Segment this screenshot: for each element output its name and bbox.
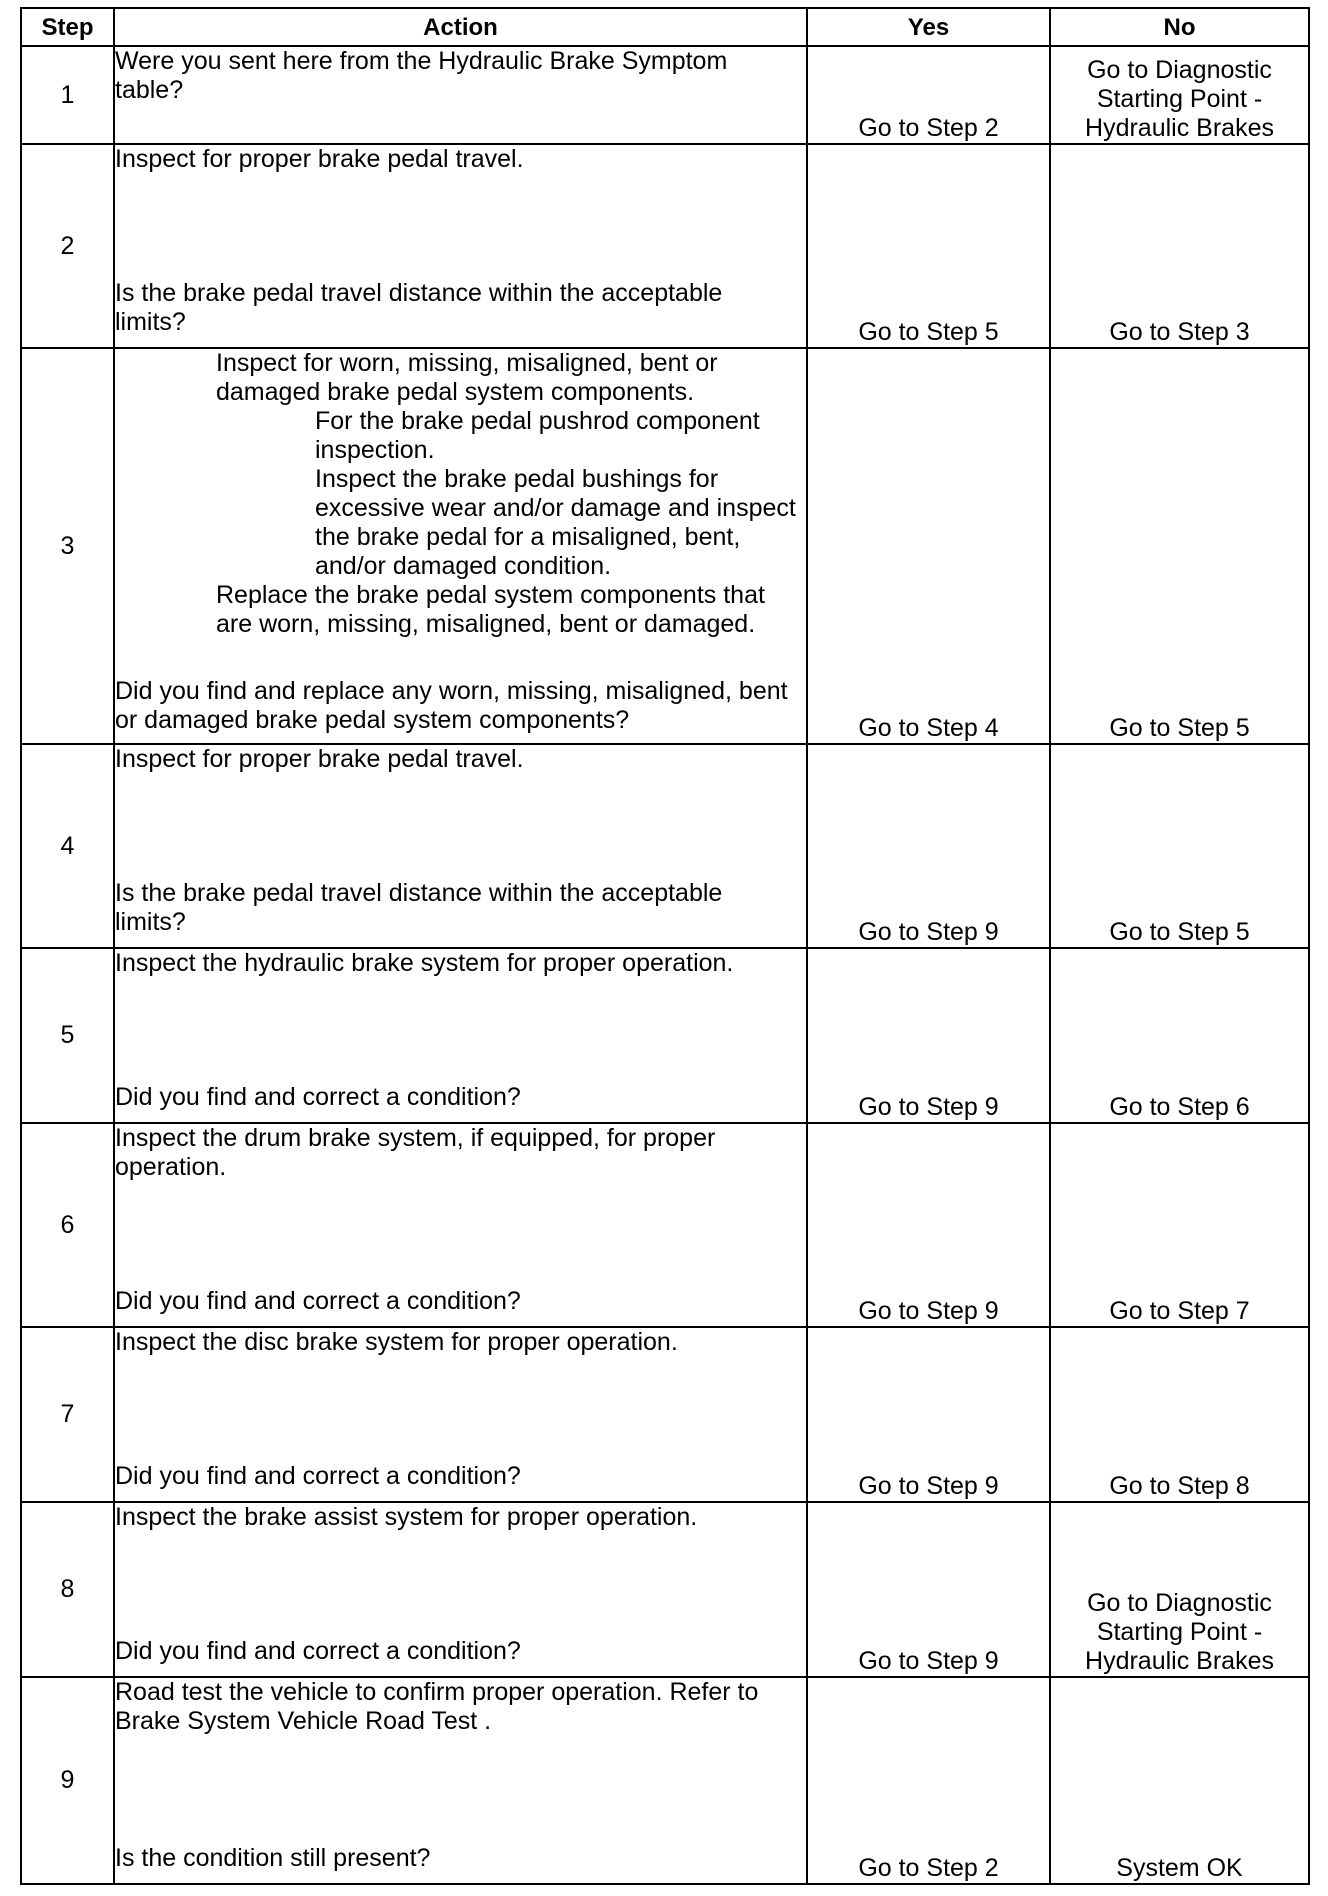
- question-text: Did you find and correct a condition?: [115, 1083, 521, 1111]
- yes-cell: Go to Step 9: [807, 744, 1050, 948]
- yes-cell: Go to Step 9: [807, 1502, 1050, 1677]
- question-text: or damaged brake pedal system components?: [115, 706, 630, 734]
- action-cell: [114, 144, 807, 348]
- no-cell: Go to Step 8: [1050, 1327, 1309, 1502]
- question-text: Did you find and correct a condition?: [115, 1287, 521, 1315]
- step-number: 9: [21, 1677, 114, 1884]
- yes-cell: Go to Step 9: [807, 948, 1050, 1123]
- no-text: Starting Point -: [1096, 1618, 1263, 1646]
- no-cell: [1050, 46, 1309, 144]
- table-row: [21, 1327, 1309, 1502]
- table-row: [21, 46, 1309, 144]
- header-row: [21, 8, 1309, 46]
- yes-cell: Go to Step 9: [807, 1123, 1050, 1327]
- action-text: Inspect for worn, missing, misaligned, bent or: [216, 349, 718, 377]
- action-cell: [114, 46, 807, 144]
- action-text: operation.: [115, 1153, 227, 1181]
- step-number: 2: [21, 144, 114, 348]
- action-text: Replace the brake pedal system components that: [216, 581, 765, 609]
- question-text: Is the condition still present?: [115, 1844, 431, 1872]
- step-number: 8: [21, 1502, 114, 1677]
- action-text: Inspect for proper brake pedal travel.: [115, 145, 524, 173]
- no-cell: Go to Step 3: [1050, 144, 1309, 348]
- action-cell: [114, 1123, 807, 1327]
- question-text: Is the brake pedal travel distance within the acceptable: [115, 279, 723, 307]
- action-cell: [114, 744, 807, 948]
- table-row: [21, 1123, 1309, 1327]
- table-row: [21, 1502, 1309, 1677]
- question-text: Did you find and correct a condition?: [115, 1462, 521, 1490]
- step-number: 7: [21, 1327, 114, 1502]
- action-text: are worn, missing, misaligned, bent or damaged.: [216, 610, 756, 638]
- table-row: [21, 1677, 1309, 1884]
- action-text: Were you sent here from the Hydraulic Brake Symptom: [115, 47, 728, 75]
- action-text: excessive wear and/or damage and inspect: [315, 494, 796, 522]
- action-cell: [114, 1502, 807, 1677]
- table-row: [21, 348, 1309, 744]
- yes-cell: Go to Step 9: [807, 1327, 1050, 1502]
- no-text: Go to Diagnostic: [1087, 1589, 1272, 1617]
- question-text: Did you find and replace any worn, missing, misaligned, bent: [115, 677, 788, 705]
- action-text: Inspect for proper brake pedal travel.: [115, 745, 524, 773]
- yes-cell: Go to Step 5: [807, 144, 1050, 348]
- step-number: 5: [21, 948, 114, 1123]
- action-cell: [114, 1327, 807, 1502]
- no-text: Hydraulic Brakes: [1085, 1647, 1274, 1675]
- action-text: table?: [115, 76, 184, 104]
- diagnostic-table: [20, 7, 1310, 1885]
- no-cell: Go to Step 7: [1050, 1123, 1309, 1327]
- action-text: Inspect the drum brake system, if equipped, for proper: [115, 1124, 716, 1152]
- table-row: [21, 144, 1309, 348]
- step-number: 3: [21, 348, 114, 744]
- no-text: Starting Point -: [1096, 85, 1263, 113]
- table-row: [21, 948, 1309, 1123]
- header-yes: Yes: [807, 8, 1050, 46]
- action-text: Inspect the brake pedal bushings for: [315, 465, 719, 493]
- table-row: [21, 744, 1309, 948]
- action-text: damaged brake pedal system components.: [216, 378, 695, 406]
- question-text: Did you find and correct a condition?: [115, 1637, 521, 1665]
- no-text: Go to Diagnostic: [1087, 56, 1272, 84]
- no-text: Hydraulic Brakes: [1085, 114, 1274, 142]
- yes-cell: Go to Step 2: [807, 1677, 1050, 1884]
- action-text: and/or damaged condition.: [315, 552, 612, 580]
- header-step: Step: [21, 8, 114, 46]
- step-number: 4: [21, 744, 114, 948]
- action-cell: [114, 948, 807, 1123]
- question-text: Is the brake pedal travel distance within the acceptable: [115, 879, 723, 907]
- action-text: Brake System Vehicle Road Test .: [115, 1707, 492, 1735]
- action-text: Inspect the brake assist system for proper operation.: [115, 1503, 698, 1531]
- action-cell: [114, 348, 807, 744]
- action-text: inspection.: [315, 436, 435, 464]
- step-number: 1: [21, 46, 114, 144]
- action-text: For the brake pedal pushrod component: [315, 407, 760, 435]
- no-cell: Go to Step 6: [1050, 948, 1309, 1123]
- action-text: Inspect the hydraulic brake system for proper operation.: [115, 949, 734, 977]
- action-text: the brake pedal for a misaligned, bent,: [315, 523, 741, 551]
- yes-cell: Go to Step 2: [807, 46, 1050, 144]
- no-cell: [1050, 1502, 1309, 1677]
- step-number: 6: [21, 1123, 114, 1327]
- action-cell: [114, 1677, 807, 1884]
- action-text: Road test the vehicle to confirm proper operation. Refer to: [115, 1678, 759, 1706]
- question-text: limits?: [115, 308, 186, 336]
- yes-cell: Go to Step 4: [807, 348, 1050, 744]
- no-cell: Go to Step 5: [1050, 348, 1309, 744]
- header-action: Action: [114, 8, 807, 46]
- action-text: Inspect the disc brake system for proper operation.: [115, 1328, 678, 1356]
- header-no: No: [1050, 8, 1309, 46]
- question-text: limits?: [115, 908, 186, 936]
- no-cell: System OK: [1050, 1677, 1309, 1884]
- no-cell: Go to Step 5: [1050, 744, 1309, 948]
